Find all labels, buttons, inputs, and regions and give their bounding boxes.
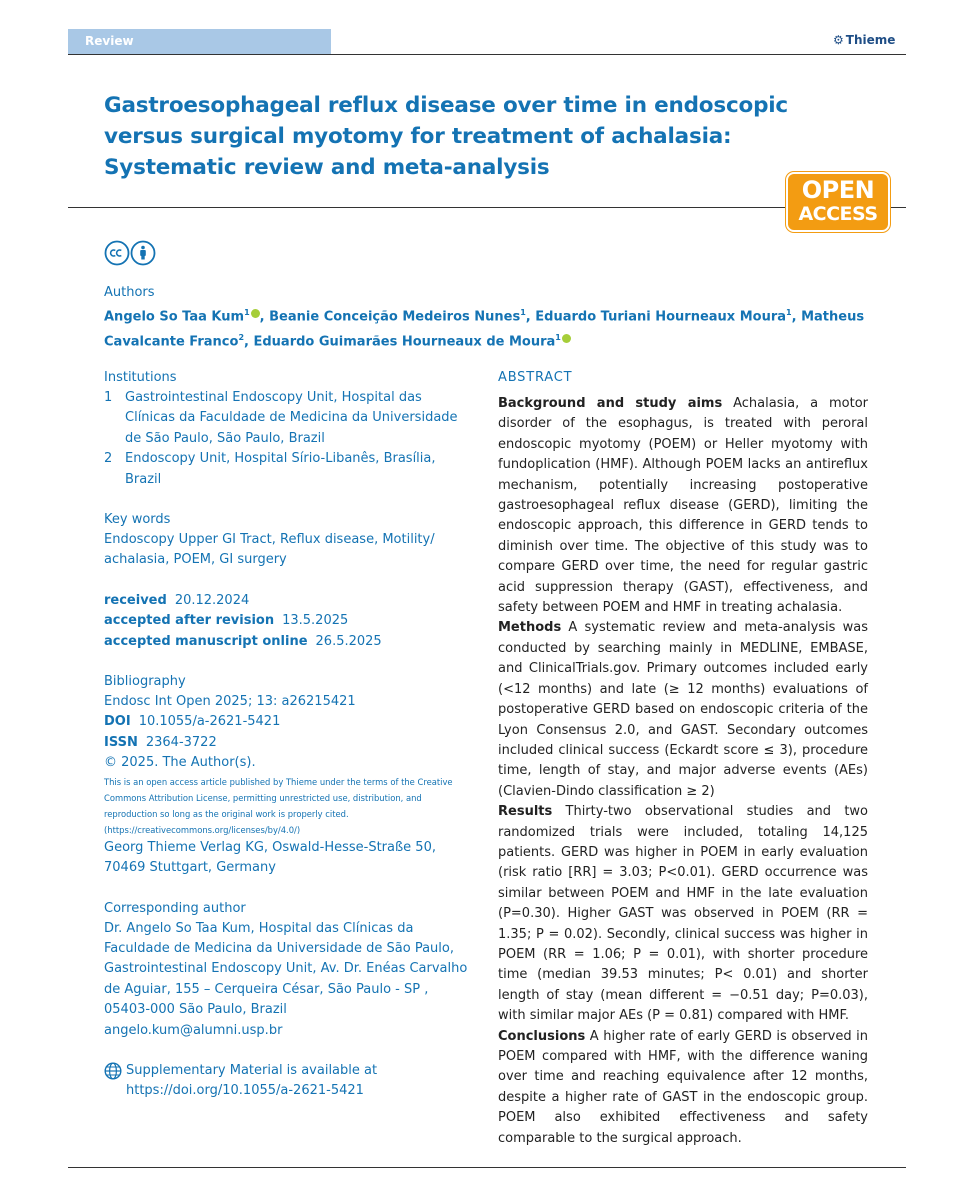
author-name[interactable]: Eduardo Turiani Hourneaux Moura (535, 309, 787, 325)
section-header-bar (68, 29, 331, 54)
corresponding-label: Corresponding author (104, 900, 246, 916)
open-access-line1: OPEN (801, 176, 875, 204)
publisher-address-2: 70469 Stuttgart, Germany (104, 860, 276, 876)
author-affiliation: 1 (786, 308, 792, 317)
institution-item (104, 449, 474, 490)
license-text: This is an open access article published by Thieme under the terms of the Creative Commons Attribution License, permitting unrestricted use, distribution, and reproduction so long as the original work is properly cited. (https://creativecommons.org/licenses/by/4.0/) (104, 776, 453, 835)
keywords-section (104, 510, 474, 571)
author-affiliation: 1 (244, 308, 250, 317)
issn-label: ISSN (104, 734, 138, 750)
conclusions-label: Conclusions (498, 1028, 586, 1044)
footer-rule (68, 1167, 906, 1168)
abstract-background (498, 394, 868, 618)
corresponding-email[interactable]: angelo.kum@alumni.usp.br (104, 1022, 283, 1038)
online-date (104, 632, 474, 652)
supplementary-text (126, 1061, 377, 1102)
bibliography-label: Bibliography (104, 674, 186, 690)
abstract-methods (498, 618, 868, 802)
supplementary-link[interactable]: https://doi.org/10.1055/a-2621-5421 (126, 1083, 364, 1099)
corresponding-section (104, 899, 474, 1041)
issn-value: 2364-3722 (145, 734, 217, 750)
cc-icon (106, 242, 129, 265)
publisher-address-1: Georg Thieme Verlag KG, Oswald-Hesse-Straße 50, (104, 839, 436, 855)
background-text: Achalasia, a motor disorder of the esophagus, is treated with peroral endoscopic myotomy (POEM) or Heller myotomy with fundoplication (HMF). Although POEM lacks an antireflux mechanism, potentially increasing postoperative gastroesophageal reflux disease (GERD), limiting the endoscopic approach, this difference in GERD tends to diminish over time. The objective of this study was to compare GERD over time, the need for regular gastric acid suppression therapy (GAST), effectiveness, and safety between POEM and HMF in treating achalasia. (498, 396, 868, 616)
publisher-name: Thieme (845, 33, 896, 47)
header-rule (68, 54, 906, 55)
author-affiliation: 1 (520, 308, 526, 317)
publisher-logo (833, 33, 895, 47)
background-label: Background and study aims (498, 396, 723, 411)
institution-number: 2 (104, 451, 113, 467)
dates-section (104, 591, 474, 652)
author-name[interactable]: Angelo So Taa Kum (104, 309, 245, 325)
institutions-label: Institutions (104, 370, 177, 385)
authors-list: Angelo So Taa Kum$^1$ , Beanie Conceição Medeiros Nunes$^1$, Eduardo Turiani Hourneaux Moura$^1$, Matheus Cavalcante Franco$^2$, Eduardo Guimarães Hourneaux de Moura$^1$ (104, 308, 865, 350)
institution-text: Endoscopy Unit, Hospital Sírio-Libanês, Brasília, Brazil (125, 451, 436, 487)
abstract-heading: ABSTRACT (498, 370, 573, 385)
institution-text: Gastrointestinal Endoscopy Unit, Hospital das Clínicas da Faculdade de Medicina da Universidade de São Paulo, São Paulo, Brazil (125, 390, 458, 446)
globe-icon (104, 1062, 122, 1084)
institutions-section (104, 368, 474, 490)
results-label: Results (498, 804, 553, 820)
online-label: accepted manuscript online (104, 633, 308, 649)
license-icons (104, 240, 156, 270)
corresponding-address: Dr. Angelo So Taa Kum, Hospital das Clínicas da Faculdade de Medicina da Universidade de São Paulo, Gastrointestinal Endoscopy Unit, Av. Dr. Enéas Carvalho de Aguiar, 155 – Cerqueira César, São Paulo - SP , 05403-000 São Paulo, Brazil (104, 920, 468, 1018)
abstract-column (498, 368, 868, 1149)
bibliography-section (104, 672, 474, 878)
conclusions-text: A higher rate of early GERD is observed in POEM compared with HMF, with the difference waning over time and reaching equivalence after 12 months, despite a higher rate of GAST in the endoscopic group. POEM also exhibited effectiveness and safety comparable to the surgical approach. (498, 1028, 868, 1146)
received-value: 20.12.2024 (174, 592, 250, 608)
abstract-results (498, 802, 868, 1026)
article-title: Gastroesophageal reflux disease over time in endoscopic versus surgical myotomy for treatment of achalasia: Systematic review and meta-analysis (104, 93, 788, 180)
keywords-label: Key words (104, 512, 171, 528)
authors-block (104, 283, 884, 353)
title-rule (68, 207, 906, 208)
doi-line (104, 712, 474, 732)
accepted-date (104, 611, 474, 631)
orcid-icon[interactable] (562, 334, 571, 343)
online-value: 26.5.2025 (315, 633, 382, 649)
accepted-value: 13.5.2025 (282, 613, 349, 629)
author-name[interactable]: Eduardo Guimarães Hourneaux de Moura (253, 334, 556, 350)
article-info-column (104, 368, 474, 1102)
received-date (104, 591, 474, 611)
issn-line (104, 733, 474, 753)
citation: Endosc Int Open 2025; 13: a26215421 (104, 694, 356, 710)
by-person-icon (132, 242, 155, 265)
supplementary-section (104, 1061, 474, 1102)
section-label: Review (85, 34, 134, 48)
doi-label: DOI (104, 714, 131, 730)
author-name[interactable]: Matheus Cavalcante Franco (104, 309, 865, 350)
abstract-conclusions (498, 1027, 868, 1149)
doi-value[interactable]: 10.1055/a-2621-5421 (138, 714, 281, 730)
copyright: © 2025. The Author(s). (104, 755, 256, 771)
methods-label: Methods (498, 620, 562, 636)
keywords-text: Endoscopy Upper GI Tract, Reflux disease, Motility/ achalasia, POEM, GI surgery (104, 532, 435, 568)
open-access-line2: ACCESS (798, 203, 878, 225)
methods-text: A systematic review and meta-analysis was conducted by searching mainly in MEDLINE, EMBASE, and ClinicalTrials.gov. Primary outcomes included early (<12 months) and late (≥ 12 months) evaluations of postoperative GERD based on endoscopic criteria of the Lyon Consensus 2.0, and GAST. Secondary outcomes included clinical success (Eckardt score ≤ 3), procedure time, length of stay, and major adverse events (AEs) (Clavien-Dindo classification ≥ 2) (498, 620, 868, 799)
authors-label: Authors (104, 285, 155, 300)
received-label: received (104, 592, 167, 608)
institution-item (104, 388, 474, 449)
author-affiliation: 1 (555, 332, 561, 342)
institution-number: 1 (104, 390, 113, 405)
orcid-icon[interactable] (251, 309, 260, 318)
author-affiliation: 2 (238, 332, 245, 342)
open-access-badge (786, 172, 890, 232)
results-text: Thirty-two observational studies and two randomized trials were included, totaling 14,125 patients. GERD was higher in POEM in early evaluation (risk ratio [RR] = 3.03; P<0.01). GERD occurrence was similar between POEM and HMF in the late evaluation (P=0.30). Higher GAST was observed in POEM (RR = 1.35; P = 0.02). Secondly, clinical success was higher in POEM (RR = 1.06; P = 0.01), with shorter procedure time (median 39.53 minutes; P< 0.01) and shorter length of stay (mean different = −0.51 day; P=0.03), with similar major AEs (P = 0.81) compared with HMF. (498, 804, 869, 1024)
author-name[interactable]: Beanie Conceição Medeiros Nunes (269, 309, 521, 325)
thieme-logo-icon: ⚙ (833, 33, 844, 47)
supplementary-line: Supplementary Material is available at (126, 1062, 378, 1078)
accepted-label: accepted after revision (104, 613, 275, 629)
